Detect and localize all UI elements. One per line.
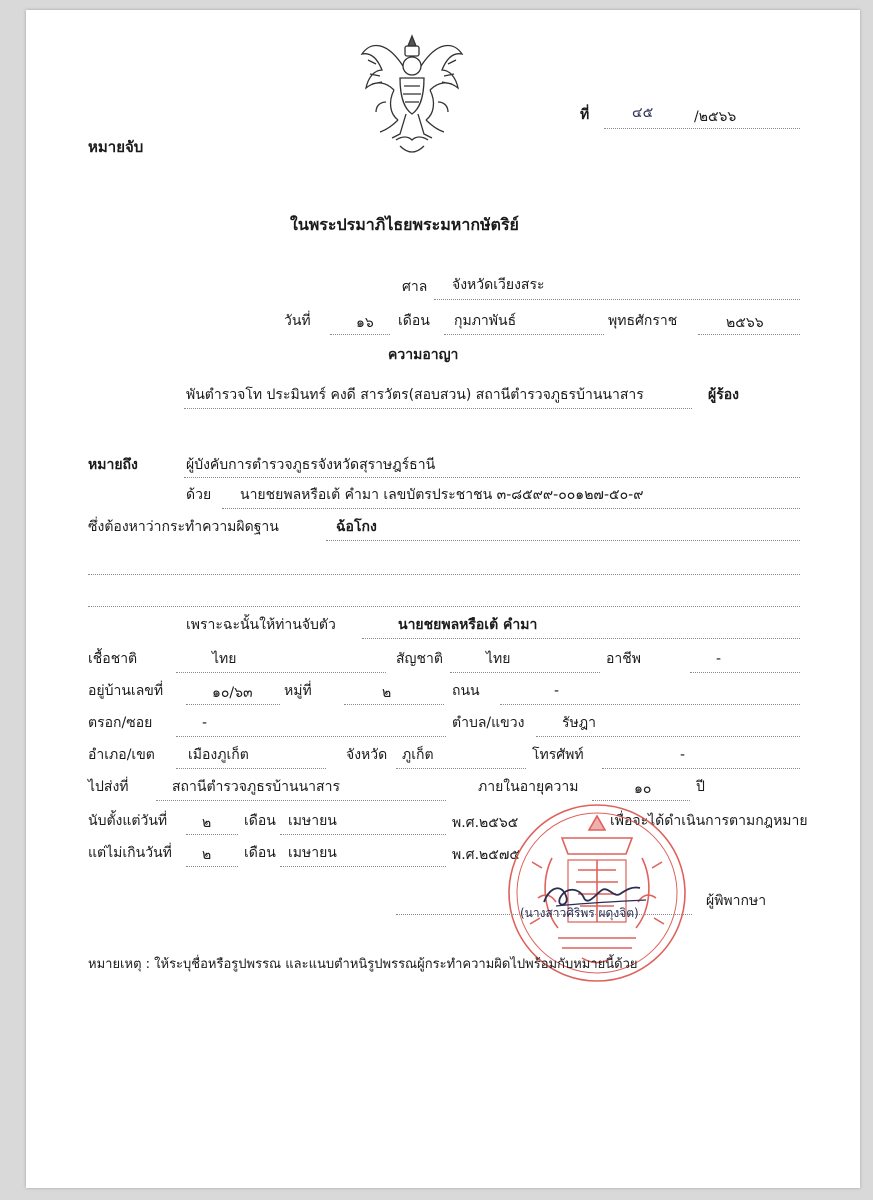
to-label: หมายถึง (88, 457, 138, 473)
petitioner-label: ผู้ร้อง (708, 387, 739, 403)
number-label: ที่ (580, 107, 590, 123)
to-value: ผู้บังคับการตำรวจภูธรจังหวัดสุราษฎร์ธานี (186, 457, 436, 473)
district-line (176, 768, 326, 769)
until-year: พ.ศ.๒๕๗๕ (452, 847, 520, 863)
district-value: เมืองภูเก็ต (188, 747, 249, 763)
deliver-line (156, 800, 446, 801)
year-label: พุทธศักราช (608, 313, 678, 329)
road-label: ถนน (452, 683, 480, 699)
nationality-label: สัญชาติ (396, 651, 443, 667)
court-line (434, 299, 800, 300)
house-line (186, 704, 280, 705)
until-month-line (280, 866, 446, 867)
within-unit: ปี (696, 779, 705, 795)
subdistrict-value: รัษฎา (562, 715, 597, 731)
province-value: ภูเก็ต (402, 747, 434, 763)
from-month-label: เดือน (244, 813, 276, 829)
district-label: อำเภอ/เขต (88, 747, 155, 763)
house-label: อยู่บ้านเลขที่ (88, 683, 164, 699)
subdistrict-line (536, 736, 800, 737)
within-label: ภายในอายุความ (478, 779, 579, 795)
with-label: ด้วย (186, 487, 212, 503)
with-line (222, 508, 800, 509)
accused-name-line (362, 638, 800, 639)
month-line (444, 334, 604, 335)
document-title: หมายจับ (88, 138, 144, 156)
phone-label: โทรศัพท์ (532, 747, 584, 763)
within-value: ๑๐ (634, 781, 652, 797)
moo-label: หมู่ที่ (284, 683, 312, 699)
month-value: กุมภาพันธ์ (454, 313, 517, 329)
deliver-label: ไปส่งที่ (88, 779, 129, 795)
house-value: ๑๐/๖๓ (212, 685, 253, 701)
date-day-line (330, 334, 390, 335)
number-value: ๔๕ (632, 105, 654, 121)
phone-value: - (680, 747, 686, 763)
until-day-line (186, 866, 238, 867)
year-value: ๒๕๖๖ (726, 315, 764, 331)
until-month: เมษายน (288, 845, 337, 861)
number-year: /๒๕๖๖ (694, 109, 737, 125)
alley-label: ตรอก/ซอย (88, 715, 153, 731)
race-value: ไทย (212, 651, 237, 667)
court-value: จังหวัดเวียงสระ (452, 277, 545, 293)
subdistrict-label: ตำบล/แขวง (452, 715, 525, 731)
garuda-emblem-icon (356, 30, 468, 158)
nationality-line (450, 672, 600, 673)
warrant-paper (26, 10, 860, 1188)
royal-heading: ในพระปรมาภิไธยพระมหากษัตริย์ (290, 215, 519, 234)
until-day: ๒ (202, 847, 212, 863)
order-text: เพราะฉะนั้นให้ท่านจับตัว (186, 617, 336, 633)
race-label: เชื้อชาติ (88, 651, 138, 667)
note-text: หมายเหตุ : ให้ระบุชื่อหรือรูปพรรณ และแนบตำหนิรูปพรรณผู้กระทำความผิดไปพร้อมกับหมายนี้ด้วย (88, 957, 638, 972)
moo-line (344, 704, 444, 705)
nationality-value: ไทย (486, 651, 511, 667)
to-line (184, 477, 800, 478)
petitioner-line (184, 408, 692, 409)
from-year: พ.ศ.๒๕๖๕ (452, 815, 519, 831)
race-line (176, 672, 386, 673)
province-line (396, 768, 526, 769)
accused-name: นายชยพลหรือเต้ คำมา (398, 617, 538, 633)
occupation-value: - (716, 651, 722, 667)
purpose-text: เพื่อจะได้ดำเนินการตามกฎหมาย (610, 813, 808, 829)
accused-label: ซึ่งต้องหาว่ากระทำความผิดฐาน (88, 519, 279, 535)
date-day: ๑๖ (356, 315, 374, 331)
year-line (698, 334, 800, 335)
occupation-label: อาชีพ (606, 651, 641, 667)
number-line (604, 128, 800, 129)
date-label: วันที่ (284, 313, 311, 329)
road-line (500, 704, 800, 705)
moo-value: ๒ (382, 685, 392, 701)
blank-line-2 (88, 606, 800, 607)
month-label: เดือน (398, 313, 430, 329)
until-label: แต่ไม่เกินวันที่ (88, 845, 172, 861)
until-month-label: เดือน (244, 845, 276, 861)
from-month: เมษายน (288, 813, 337, 829)
occupation-line (690, 672, 800, 673)
from-day: ๒ (202, 815, 212, 831)
court-label: ศาล (402, 279, 428, 295)
offense-line (326, 540, 800, 541)
judge-name: (นางสาวศิริพร ผดุงจิต) (520, 906, 639, 920)
from-day-line (186, 834, 238, 835)
blank-line-1 (88, 574, 800, 575)
alley-line (176, 736, 446, 737)
judge-label: ผู้พิพากษา (706, 893, 767, 909)
province-label: จังหวัด (346, 747, 388, 763)
offense-value: ฉ้อโกง (336, 519, 377, 535)
alley-value: - (202, 715, 208, 731)
from-month-line (280, 834, 446, 835)
deliver-value: สถานีตำรวจภูธรบ้านนาสาร (172, 779, 340, 795)
road-value: - (554, 683, 560, 699)
with-value: นายชยพลหรือเต้ คำมา เลขบัตรประชาชน ๓-๘๕๙๙-๐๐๑๒๗-๕๐-๙ (240, 487, 644, 503)
from-label: นับตั้งแต่วันที่ (88, 813, 168, 829)
petitioner-value: พันตำรวจโท ประมินทร์ คงดี สารวัตร(สอบสวน) สถานีตำรวจภูธรบ้านนาสาร (186, 387, 644, 403)
phone-line (602, 768, 800, 769)
case-type: ความอาญา (388, 347, 459, 363)
